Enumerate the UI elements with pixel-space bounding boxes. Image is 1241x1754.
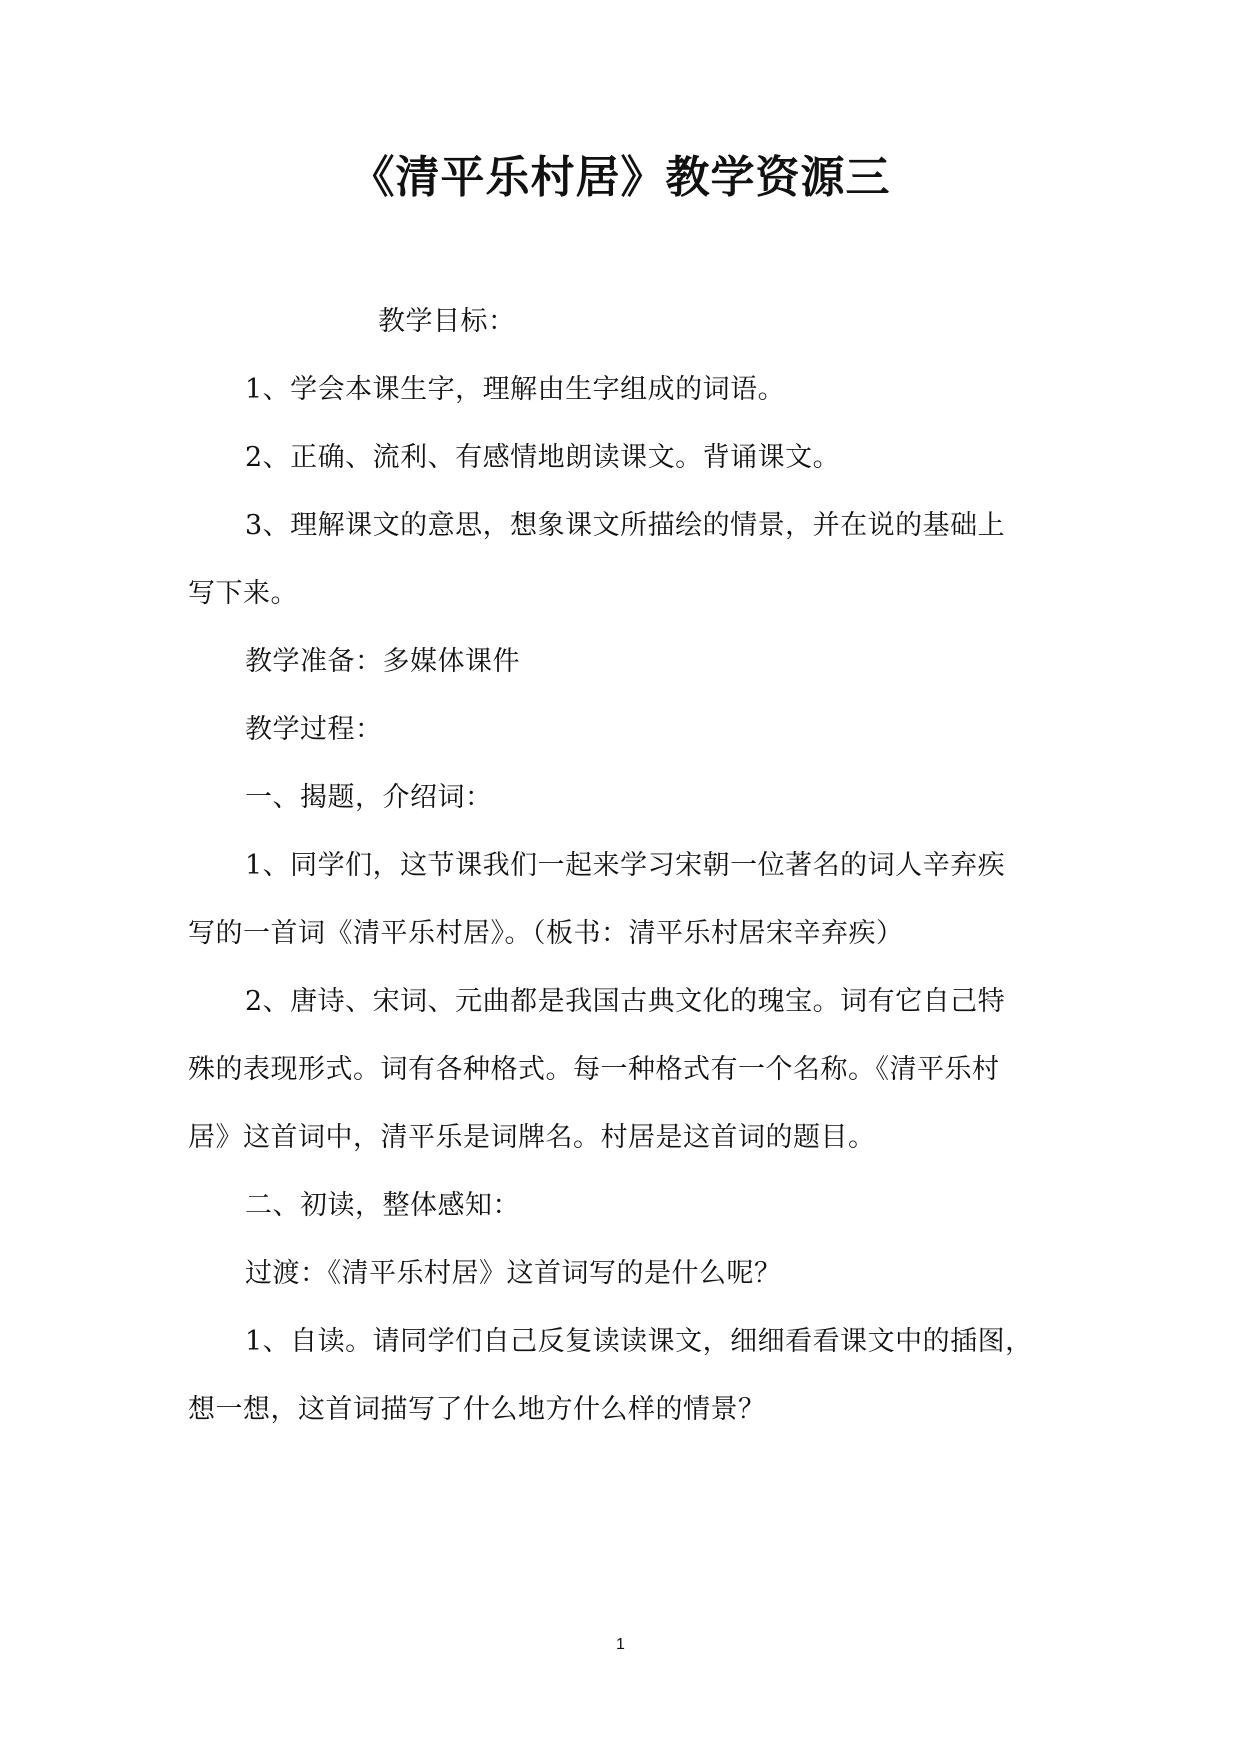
section-heading-1: 一、揭题，介绍词：: [245, 782, 493, 813]
paragraph-line: 1、同学们，这节课我们一起来学习宋朝一位著名的词人辛弃疾: [245, 850, 1006, 881]
paragraph-line: 居》这首词中，清平乐是词牌名。村居是这首词的题目。: [188, 1122, 876, 1153]
paragraph-line-preparation: 教学准备：多媒体课件: [245, 646, 520, 677]
paragraph-line: 2、正确、流利、有感情地朗读课文。背诵课文。: [245, 442, 841, 473]
paragraph-line: 写的一首词《清平乐村居》。（板书：清平乐村居宋辛弃疾）: [188, 918, 904, 949]
paragraph-line: 过渡：《清平乐村居》这首词写的是什么呢？: [245, 1258, 782, 1289]
document-title: 《清平乐村居》教学资源三: [350, 152, 891, 203]
paragraph-line: 1、学会本课生字，理解由生字组成的词语。: [245, 374, 786, 405]
paragraph-line: 写下来。: [188, 578, 298, 609]
paragraph-line: 2、唐诗、宋词、元曲都是我国古典文化的瑰宝。词有它自己特: [245, 986, 1006, 1017]
paragraph-line-objectives-heading: 教学目标：: [378, 306, 516, 337]
paragraph-line-process-heading: 教学过程：: [245, 714, 383, 745]
paragraph-line: 1、自读。请同学们自己反复读读课文，细细看看课文中的插图，: [245, 1326, 1033, 1357]
page-number: 1: [616, 1636, 625, 1653]
paragraph-line: 殊的表现形式。词有各种格式。每一种格式有一个名称。《清平乐村: [188, 1054, 1000, 1085]
section-heading-2: 二、初读，整体感知：: [245, 1190, 520, 1221]
paragraph-line: 3、理解课文的意思，想象课文所描绘的情景，并在说的基础上: [245, 510, 1006, 541]
paragraph-line: 想一想，这首词描写了什么地方什么样的情景？: [188, 1394, 766, 1425]
